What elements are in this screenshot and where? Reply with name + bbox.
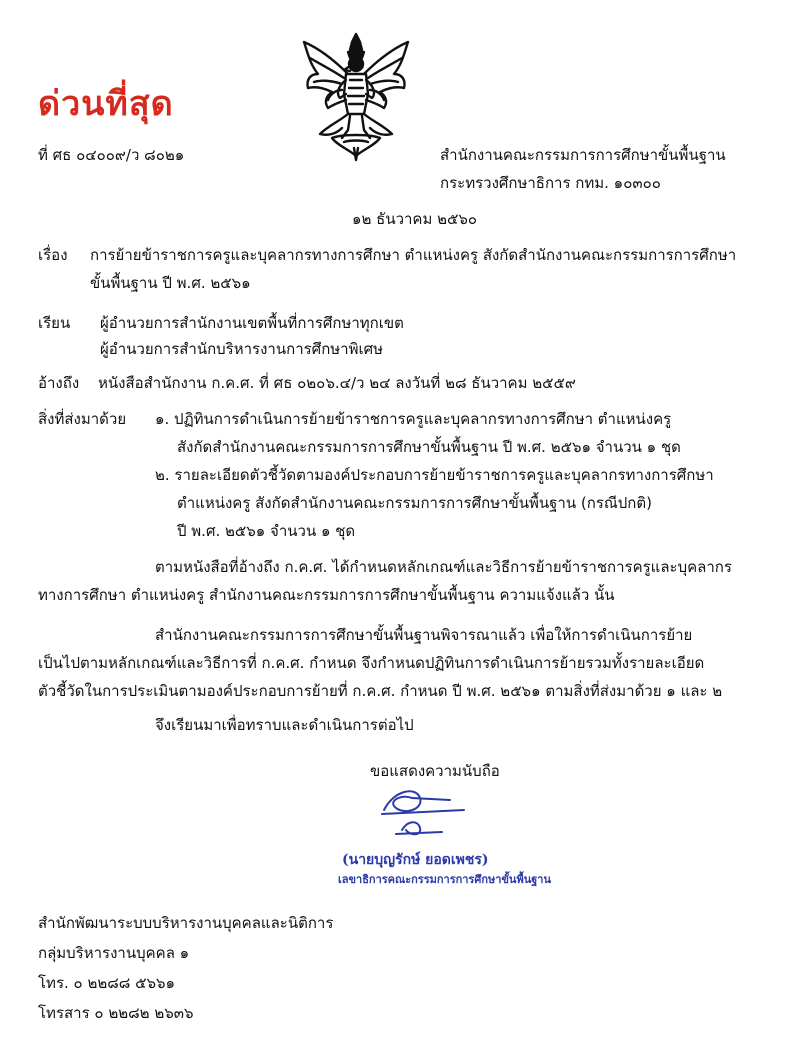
footer-phone: โทร. ๐ ๒๒๘๘ ๕๖๖๑ xyxy=(38,974,176,992)
subject-line-1: การย้ายข้าราชการครูและบุคลากรทางการศึกษา ตำแหน่งครู สังกัดสำนักงานคณะกรรมการการศึกษา xyxy=(90,246,737,264)
signer-title: เลขาธิการคณะกรรมการการศึกษาขั้นพื้นฐาน xyxy=(338,873,551,886)
enclosure-2-line-1: ๒. รายละเอียดตัวชี้วัดตามองค์ประกอบการย้ายข้าราชการครูและบุคลากรทางการศึกษา xyxy=(155,466,714,484)
addressee-line-1: ผู้อำนวยการสำนักงานเขตพื้นที่การศึกษาทุกเขต xyxy=(100,314,404,332)
addressee-line-2: ผู้อำนวยการสำนักบริหารงานการศึกษาพิเศษ xyxy=(100,340,384,358)
enclosure-2-line-3: ปี พ.ศ. ๒๕๖๑ จำนวน ๑ ชุด xyxy=(177,522,356,540)
paragraph-2-line-2: เป็นไปตามหลักเกณฑ์และวิธีการที่ ก.ค.ศ. กำหนด จึงกำหนดปฏิทินการดำเนินการย้ายรวมทั้งรายละเอียด xyxy=(38,654,705,672)
enclosure-1-line-1: ๑. ปฏิทินการดำเนินการย้ายข้าราชการครูและบุคลากรทางการศึกษา ตำแหน่งครู xyxy=(155,410,672,428)
closing-regards: ขอแสดงความนับถือ xyxy=(370,762,500,780)
paragraph-3: จึงเรียนมาเพื่อทราบและดำเนินการต่อไป xyxy=(155,716,414,734)
paragraph-2-line-3: ตัวชี้วัดในการประเมินตามองค์ประกอบการย้ายที่ ก.ค.ศ. กำหนด ปี พ.ศ. ๒๕๖๑ ตามสิ่งที่ส่งมาด้วย ๑ และ ๒ xyxy=(38,682,723,700)
garuda-emblem-icon xyxy=(298,30,414,165)
enclosure-2-line-2: ตำแหน่งครู สังกัดสำนักงานคณะกรรมการการศึกษาขั้นพื้นฐาน (กรณีปกติ) xyxy=(177,494,652,512)
reference-text: หนังสือสำนักงาน ก.ค.ศ. ที่ ศธ ๐๒๐๖.๔/ว ๒๔ ลงวันที่ ๒๘ ธันวาคม ๒๕๕๙ xyxy=(98,374,576,392)
letter-date: ๑๒ ธันวาคม ๒๕๖๐ xyxy=(352,210,478,228)
paragraph-1-line-2: ทางการศึกษา ตำแหน่งครู สำนักงานคณะกรรมการการศึกษาขั้นพื้นฐาน ความแจ้งแล้ว นั้น xyxy=(38,586,615,604)
signature-scribble xyxy=(372,780,472,840)
subject-line-2: ขั้นพื้นฐาน ปี พ.ศ. ๒๕๖๑ xyxy=(90,274,251,292)
enclosures-label: สิ่งที่ส่งมาด้วย xyxy=(38,410,127,428)
urgency-stamp: ด่วนที่สุด xyxy=(38,84,174,124)
reference-label: อ้างถึง xyxy=(38,374,80,392)
signer-name: (นายบุญรักษ์ ยอดเพชร) xyxy=(342,852,489,868)
footer-group: กลุ่มบริหารงานบุคคล ๑ xyxy=(38,944,190,962)
reference-number: ที่ ศธ ๐๔๐๐๙/ว ๘๐๒๑ xyxy=(38,146,185,164)
subject-label: เรื่อง xyxy=(38,246,68,264)
addressee-label: เรียน xyxy=(38,314,71,332)
footer-fax: โทรสาร ๐ ๒๒๘๒ ๒๖๓๖ xyxy=(38,1004,194,1022)
office-name: สำนักงานคณะกรรมการการศึกษาขั้นพื้นฐาน xyxy=(440,146,726,164)
paragraph-2-line-1: สำนักงานคณะกรรมการการศึกษาขั้นพื้นฐานพิจารณาแล้ว เพื่อให้การดำเนินการย้าย xyxy=(155,626,693,644)
footer-department: สำนักพัฒนาระบบบริหารงานบุคคลและนิติการ xyxy=(38,914,334,932)
office-address: กระทรวงศึกษาธิการ กทม. ๑๐๓๐๐ xyxy=(440,174,661,192)
enclosure-1-line-2: สังกัดสำนักงานคณะกรรมการการศึกษาขั้นพื้นฐาน ปี พ.ศ. ๒๕๖๑ จำนวน ๑ ชุด xyxy=(177,438,681,456)
paragraph-1-line-1: ตามหนังสือที่อ้างถึง ก.ค.ศ. ได้กำหนดหลักเกณฑ์และวิธีการย้ายข้าราชการครูและบุคลากร xyxy=(155,558,732,576)
